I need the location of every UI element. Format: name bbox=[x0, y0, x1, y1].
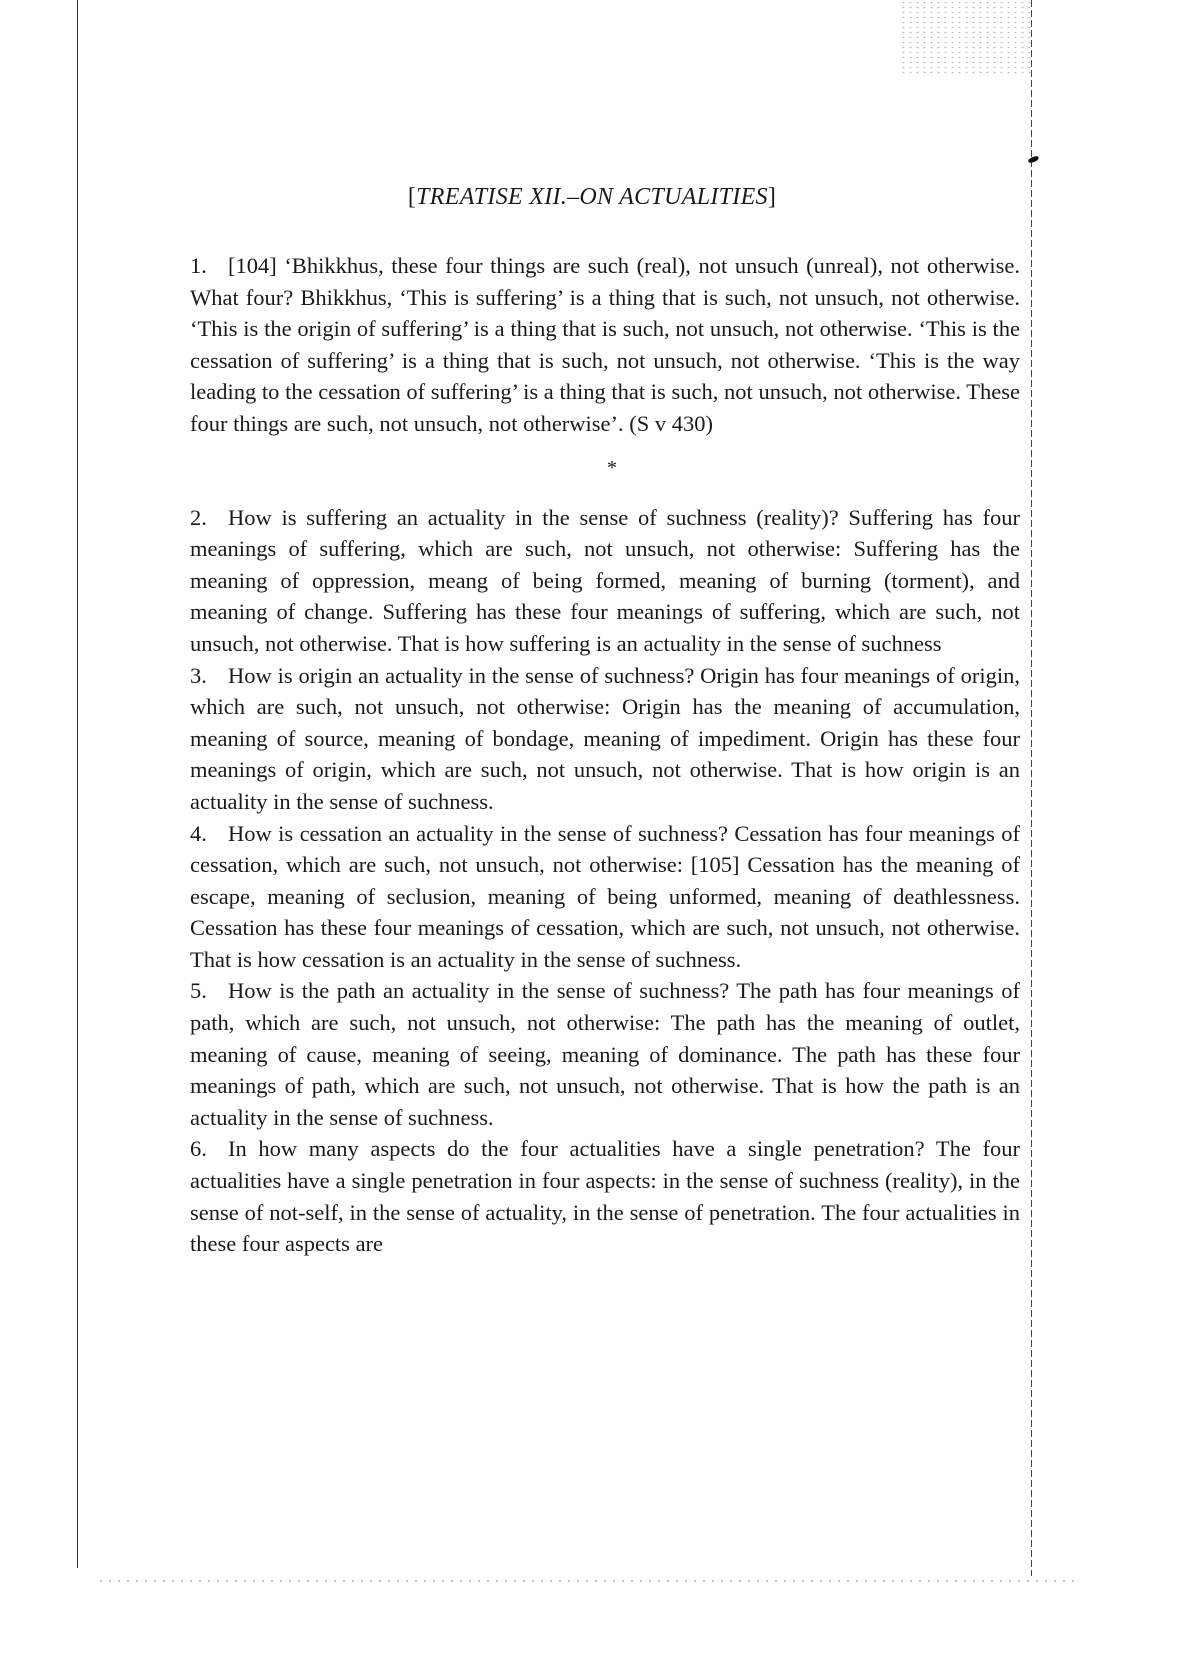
paragraph-number: 1. bbox=[190, 253, 207, 278]
paragraph-6 bbox=[190, 1133, 1020, 1259]
paragraph-4 bbox=[190, 818, 1020, 976]
paragraph-1 bbox=[190, 250, 1020, 440]
paragraph-3 bbox=[190, 660, 1020, 818]
paragraph-text: How is the path an actuality in the sense of suchness? The path has four meanings of path, which are such, not unsuch, not otherwise: The path has the meaning of outlet, meaning of cause, meaning of seeing, meaning of dominance. The path has these four meanings of path, which are such, not unsuch, not otherwise. That is how the path is an actuality in the sense of suchness. bbox=[190, 978, 1020, 1130]
paragraph-number: 5. bbox=[190, 978, 207, 1004]
page-title bbox=[0, 184, 1184, 211]
scan-noise bbox=[900, 0, 1032, 75]
paragraph-text: [104] ‘Bhikkhus, these four things are such (real), not unsuch (unreal), not otherwise. What four? Bhikkhus, ‘This is suffering’ is a thing that is such, not unsuch, not otherwise. ‘This is the origin of suffering’ is a thing that is such, not unsuch, not otherwise. ‘This is the cessation of suffering’ is a thing that is such, not unsuch, not otherwise. ‘This is the way leading to the cessation of suffering’ is a thing that is such, not unsuch, not otherwise. These four things are such, not unsuch, not otherwise’. (S v 430) bbox=[190, 253, 1020, 436]
paragraph-text: How is origin an actuality in the sense of suchness? Origin has four meanings of origin, which are such, not unsuch, not otherwise: Origin has the meaning of accumulation, meaning of source, meaning of bondage, meaning of impediment. Origin has these four meanings of origin, which are such, not unsuch, not otherwise. That is how origin is an actuality in the sense of suchness. bbox=[190, 662, 1020, 814]
paragraph-5 bbox=[190, 975, 1020, 1133]
paragraph-number: 2. bbox=[190, 504, 207, 530]
page-edge-left bbox=[77, 0, 78, 1568]
body-text bbox=[190, 250, 1020, 1260]
page-edge-right bbox=[1031, 0, 1032, 1576]
scan-bottom-noise bbox=[100, 1580, 1080, 1582]
title-bracket-close: ] bbox=[767, 184, 777, 210]
paragraph-text: In how many aspects do the four actualities have a single penetration? The four actualities have a single penetration in four aspects: in the sense of suchness (reality), in the sense of not-self, in the sense of actuality, in the sense of penetration. The four actualities in these four aspects are bbox=[190, 1136, 1020, 1257]
title-text: TREATISE XII.–ON ACTUALITIES bbox=[416, 184, 768, 210]
title-bracket-open: [ bbox=[407, 184, 417, 210]
paragraph-number: 6. bbox=[190, 1136, 207, 1162]
paragraph-number: 3. bbox=[190, 662, 207, 688]
paragraph-2 bbox=[190, 502, 1020, 660]
paragraph-text: How is suffering an actuality in the sense of suchness (reality)? Suffering has four meanings of suffering, which are such, not unsuch, not otherwise: Suffering has the meaning of oppression, meang of being formed, meaning of burning (torment), and meaning of change. Suffering has these four meanings of suffering, which are such, not unsuch, not otherwise. That is how suffering is an actuality in the sense of suchness bbox=[190, 504, 1020, 656]
scan-speck bbox=[1027, 155, 1039, 163]
paragraph-text: How is cessation an actuality in the sense of suchness? Cessation has four meanings of cessation, which are such, not unsuch, not otherwise: [105] Cessation has the meaning of escape, meaning of seclusion, meaning of being unformed, meaning of deathlessness. Cessation has these four meanings of cessation, which are such, not unsuch, not otherwise. That is how cessation is an actuality in the sense of suchness. bbox=[190, 820, 1020, 972]
section-separator: * bbox=[607, 456, 617, 479]
paragraph-number: 4. bbox=[190, 820, 207, 846]
